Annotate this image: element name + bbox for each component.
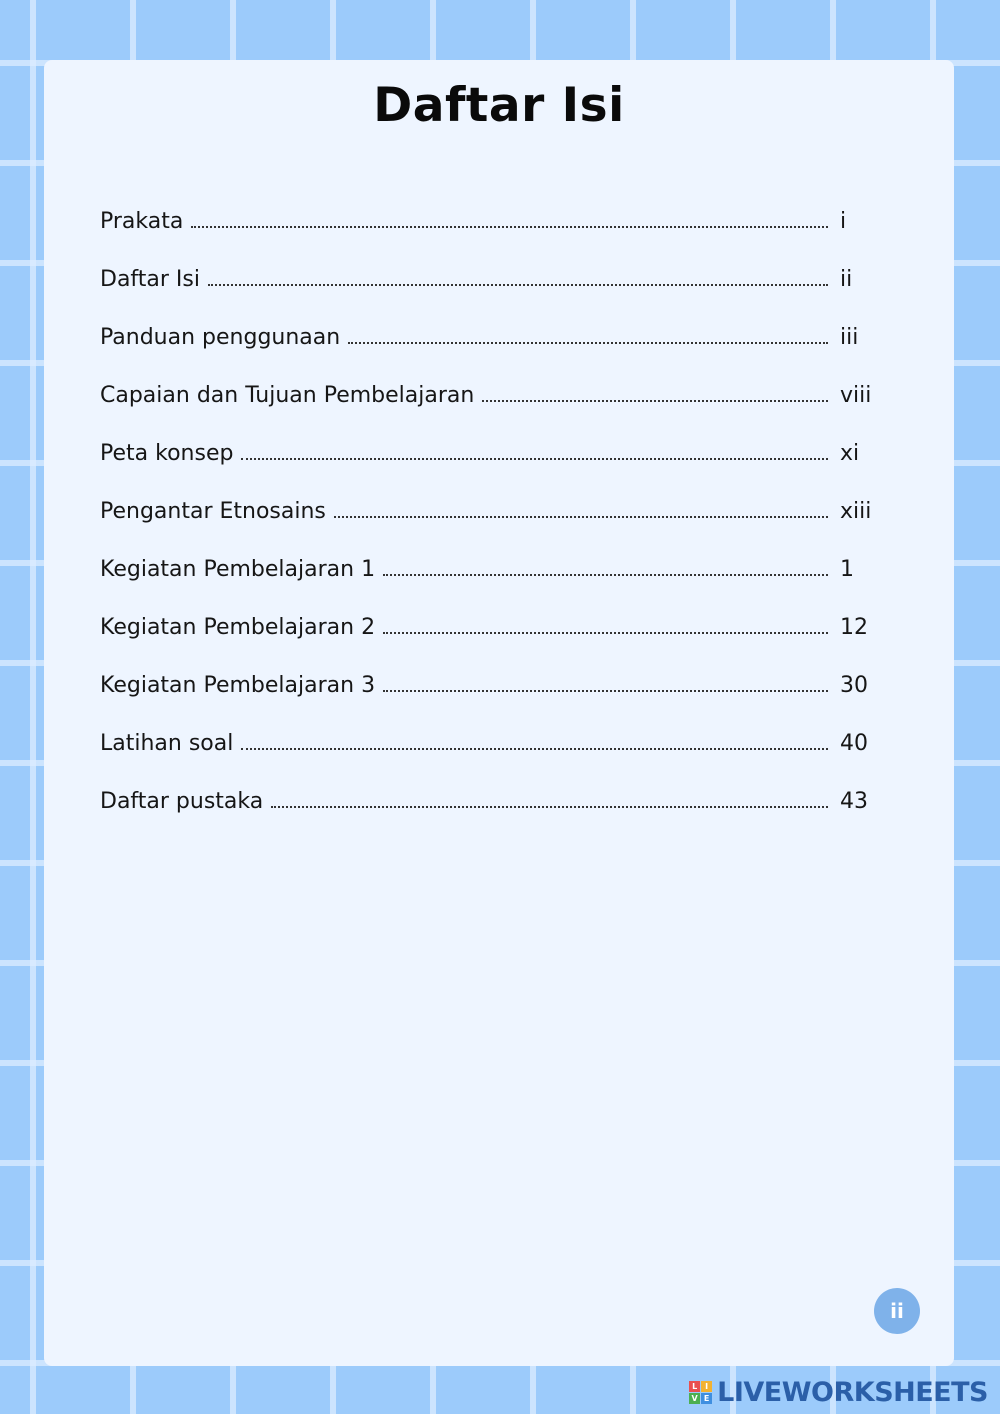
toc-entry-page: viii (840, 383, 872, 408)
toc-entry-page: 12 (840, 615, 868, 640)
toc-entry-label: Kegiatan Pembelajaran 3 (100, 673, 376, 698)
toc-leader-dots (348, 342, 828, 344)
toc-leader-dots (271, 806, 828, 808)
document-page (44, 60, 954, 1366)
toc-entry (100, 586, 880, 644)
toc-entry-label: Daftar Isi (100, 267, 200, 292)
toc-entry-page: xiii (840, 499, 872, 524)
toc-entry-label: Kegiatan Pembelajaran 2 (100, 615, 376, 640)
toc-entry-label: Capaian dan Tujuan Pembelajaran (100, 383, 475, 408)
toc-leader-dots (383, 690, 828, 692)
logo-letter: E (701, 1393, 712, 1404)
toc-entry (100, 412, 880, 470)
page-title: Daftar Isi (373, 78, 625, 133)
toc-leader-dots (241, 748, 828, 750)
toc-entry-page: 43 (840, 789, 868, 814)
toc-entry (100, 760, 880, 818)
toc-entry-page: 30 (840, 673, 868, 698)
toc-entry-page: ii (840, 267, 853, 292)
page-number-badge: ii (874, 1288, 920, 1334)
toc-entry-label: Panduan penggunaan (100, 325, 341, 350)
toc-entry (100, 644, 880, 702)
toc-entry-label: Peta konsep (100, 441, 234, 466)
toc-entry (100, 702, 880, 760)
logo-letter: L (689, 1381, 700, 1392)
toc-entry (100, 528, 880, 586)
toc-leader-dots (241, 458, 828, 460)
toc-entry-label: Daftar pustaka (100, 789, 264, 814)
toc-entry-label: Pengantar Etnosains (100, 499, 326, 524)
toc-leader-dots (334, 516, 828, 518)
toc-entry (100, 180, 880, 238)
toc-entry (100, 296, 880, 354)
toc-entry-label: Kegiatan Pembelajaran 1 (100, 557, 376, 582)
toc-entry (100, 470, 880, 528)
toc-leader-dots (383, 632, 828, 634)
toc-leader-dots (383, 574, 828, 576)
watermark-text: LIVEWORKSHEETS (717, 1377, 988, 1408)
liveworksheets-watermark (689, 1377, 988, 1408)
logo-letter: I (701, 1381, 712, 1392)
toc-entry-label: Latihan soal (100, 731, 234, 756)
toc-entry-page: i (840, 209, 847, 234)
toc-entry-page: iii (840, 325, 859, 350)
toc-entry (100, 354, 880, 412)
toc-leader-dots (191, 226, 828, 228)
toc-entry (100, 238, 880, 296)
toc-entry-label: Prakata (100, 209, 184, 234)
liveworksheets-logo-icon (689, 1381, 712, 1404)
toc-leader-dots (482, 400, 828, 402)
logo-letter: V (689, 1393, 700, 1404)
toc-entry-page: 1 (840, 557, 854, 582)
toc-entry-page: 40 (840, 731, 868, 756)
toc-leader-dots (208, 284, 828, 286)
toc-entry-page: xi (840, 441, 860, 466)
table-of-contents (100, 180, 880, 818)
